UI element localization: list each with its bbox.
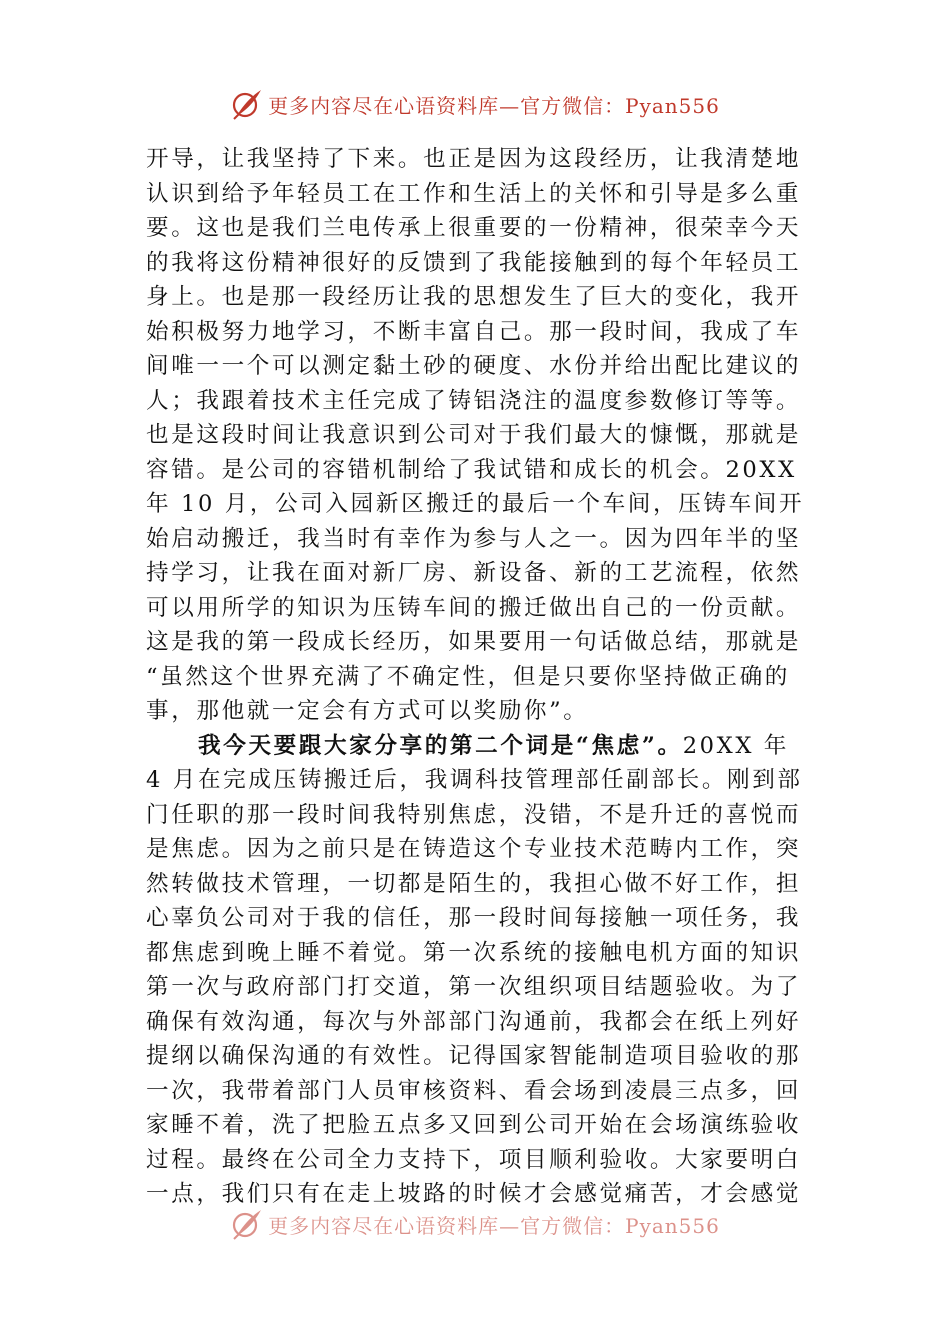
text-line: 人；我跟着技术主任完成了铸铝浇注的温度参数修订等等。 [146,387,802,414]
text-line: 要。这也是我们兰电传承上很重要的一份精神，很荣幸今天 [146,215,802,241]
text-line: 门任职的那一段时间我特别焦虑，没错，不是升迁的喜悦而 [146,801,802,828]
text-line: 开导，让我坚持了下来。也正是因为这段经历，让我清楚地 [146,146,802,172]
header-watermark [0,84,950,124]
text-line: 4 月在完成压铸搬迁后，我调科技管理部任副部长。刚到部 [146,767,803,793]
text-line: 也是这段时间让我意识到公司对于我们最大的慷慨，那就是 [146,422,802,448]
text-line: 间唯一一个可以测定黏土砂的硬度、水份并给出配比建议的 [146,353,802,379]
text-line: 提纲以确保沟通的有效性。记得国家智能制造项目验收的那 [146,1043,802,1069]
text-line: 一点，我们只有在走上坡路的时候才会感觉痛苦，才会感觉 [146,1181,802,1207]
text-line: 然转做技术管理，一切都是陌生的，我担心做不好工作，担 [146,870,802,897]
text-line: 都焦虑到晚上睡不着觉。第一次系统的接触电机方面的知识 [146,939,802,966]
quill-logo-icon [230,1207,264,1241]
text-line: 确保有效沟通，每次与外部部门沟通前，我都会在纸上列好 [146,1008,802,1035]
quill-logo-icon [230,87,264,121]
body-text [146,142,808,1212]
text-line: 持学习，让我在面对新厂房、新设备、新的工艺流程，依然 [146,560,802,586]
paragraph-2-first-line [146,729,808,764]
text-line: 始启动搬迁，我当时有幸作为参与人之一。因为四年半的坚 [146,525,802,552]
text-line: 年 10 月，公司入园新区搬迁的最后一个车间，压铸车间开 [146,491,805,517]
text-segment: 20XX 年 [682,732,789,759]
text-line: 容错。是公司的容错机制给了我试错和成长的机会。20XX [146,456,797,483]
text-line: 第一次与政府部门打交道，第一次组织项目结题验收。为了 [146,974,802,1000]
footer-watermark-text: 更多内容尽在心语资料库—官方微信：Pyan556 [268,1213,720,1238]
text-line: 始积极努力地学习，不断丰富自己。那一段时间，我成了车 [146,318,802,345]
header-watermark-text: 更多内容尽在心语资料库—官方微信：Pyan556 [268,93,720,118]
text-line: 一次，我带着部门人员审核资料、看会场到凌晨三点多，回 [146,1077,802,1104]
text-line: 是焦虑。因为之前只是在铸造这个专业技术范畴内工作，突 [146,836,802,862]
text-line: 身上。也是那一段经历让我的思想发生了巨大的变化，我开 [146,284,802,310]
keyword-heading: 我今天要跟大家分享的第二个词是“焦虑”。 [198,732,683,759]
text-line: 认识到给予年轻员工在工作和生活上的关怀和引导是多么重 [146,180,802,207]
text-line: 事，那他就一定会有方式可以奖励你”。 [146,698,589,724]
footer-watermark [0,1204,950,1244]
text-line: “虽然这个世界充满了不确定性，但是只要你坚持做正确的 [146,663,790,690]
text-line: 家睡不着，洗了把脸五点多又回到公司开始在会场演练验收 [146,1112,802,1138]
text-line: 这是我的第一段成长经历，如果要用一句话做总结，那就是 [146,629,802,655]
text-line: 的我将这份精神很好的反馈到了我能接触到的每个年轻员工 [146,249,802,276]
text-line: 可以用所学的知识为压铸车间的搬迁做出自己的一份贡献。 [146,594,802,621]
text-line: 心辜负公司对于我的信任，那一段时间每接触一项任务，我 [146,905,802,931]
text-line: 过程。最终在公司全力支持下，项目顺利验收。大家要明白 [146,1146,802,1173]
